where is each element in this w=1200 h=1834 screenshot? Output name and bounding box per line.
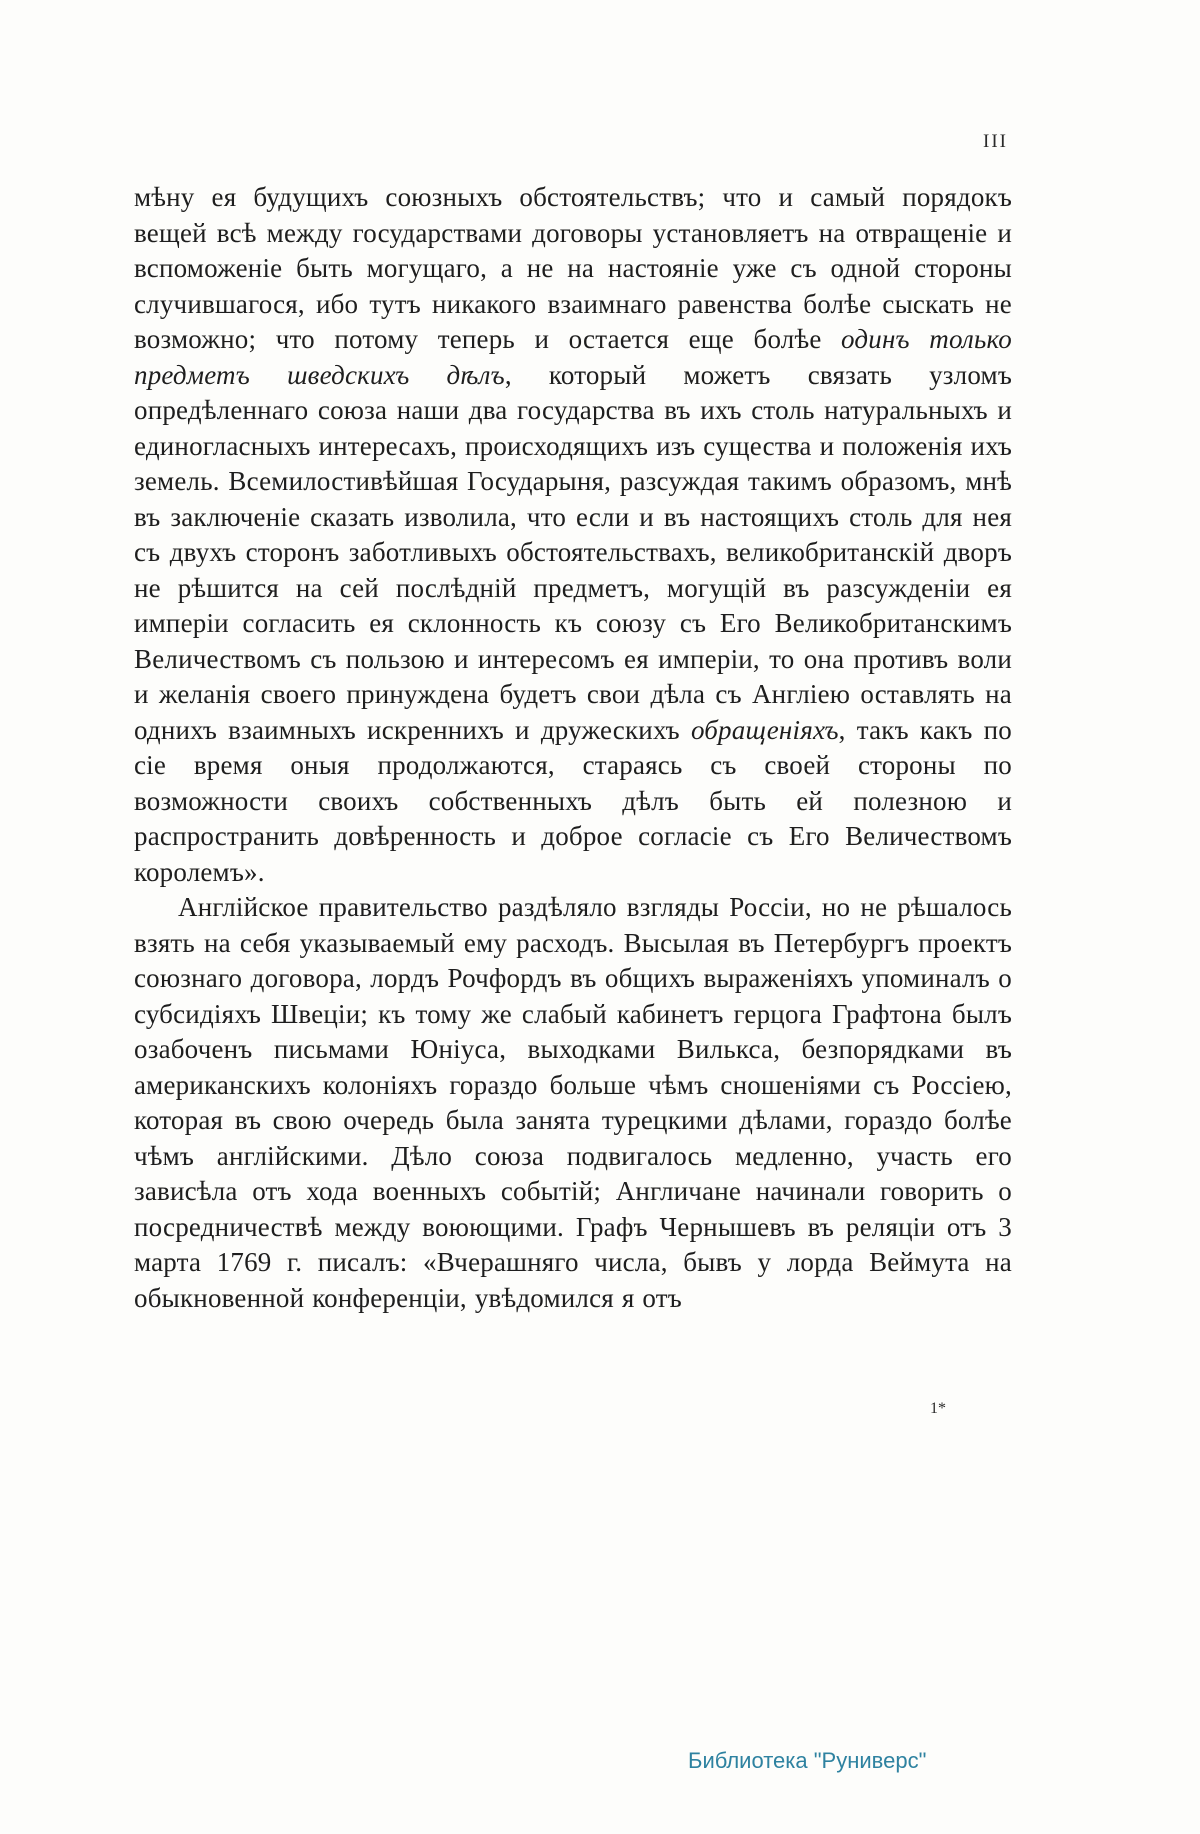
text-segment: мѣну ея будущихъ союзныхъ обстоятельствъ; что и самый порядокъ вещей всѣ между государствами договоры установляетъ на отвращеніе и вспоможеніе быть могущаго, а не на настояніе уже съ одной стороны случившагося, ибо тутъ никакого взаимнаго равенства болѣе сыскать не возможно; что потому теперь и остается еще болѣе bbox=[134, 182, 1012, 354]
body-text bbox=[134, 180, 1012, 1316]
library-watermark: Библиотека "Руниверс" bbox=[688, 1748, 927, 1773]
page-number: III bbox=[983, 131, 1008, 152]
paragraph bbox=[134, 180, 1012, 890]
signature-mark: 1* bbox=[930, 1400, 946, 1417]
text-segment-italic: обращеніяхъ bbox=[690, 714, 839, 745]
paragraph bbox=[134, 890, 1012, 1316]
text-segment: , который можетъ связать узломъ опредѣленнаго союза наши два государства въ ихъ столь натуральныхъ и единогласныхъ интересахъ, происходящихъ изъ существа и положенія ихъ земель. Всемилостивѣйшая Государыня, разсуждая такимъ образомъ, мнѣ въ заключеніе сказать изволила, что если и въ настоящихъ столь для нея съ двухъ сторонъ заботливыхъ обстоятельствахъ, великобританскій дворъ не рѣшится на сей послѣдній предметъ, могущій въ разсужденіи ея имперіи согласить ея склонность къ союзу съ Его Великобританскимъ Величествомъ съ пользою и интересомъ ея имперіи, то она противъ воли и желанія своего принуждена будетъ свои дѣла съ Англіею оставлять на однихъ взаимныхъ искреннихъ и дружескихъ bbox=[134, 359, 1012, 745]
text-segment: Англійское правительство раздѣляло взгляды Россіи, но не рѣшалось взять на себя указываемый ему расходъ. Высылая въ Петербургъ проектъ союзнаго договора, лордъ Рочфордъ въ общихъ выраженіяхъ упоминалъ о субсидіяхъ Швеціи; къ тому же слабый кабинетъ герцога Графтона былъ озабоченъ письмами Юніуса, выходками Вилькса, безпорядками въ американскихъ колоніяхъ гораздо больше чѣмъ сношеніями съ Россіею, которая въ свою очередь была занята турецкими дѣлами, гораздо болѣе чѣмъ англійскими. Дѣло союза подвигалось медленно, участь его зависѣла отъ хода военныхъ событій; Англичане начинали говорить о посредничествѣ между воюющими. Графъ Чернышевъ въ реляціи отъ 3 марта 1769 г. писалъ: «Вчерашняго числа, бывъ у лорда Веймута на обыкновенной конференціи, увѣдомился я отъ bbox=[134, 892, 1012, 1313]
text-segment: , такъ какъ по сіе время оныя продолжаются, стараясь съ своей стороны по возможности своихъ собственныхъ дѣлъ быть ей полезною и распространить довѣренность и доброе согласіе съ Его Величествомъ королемъ». bbox=[134, 714, 1012, 887]
text-segment-italic: одинъ только предметъ шведскихъ дѣлъ bbox=[134, 324, 1012, 390]
